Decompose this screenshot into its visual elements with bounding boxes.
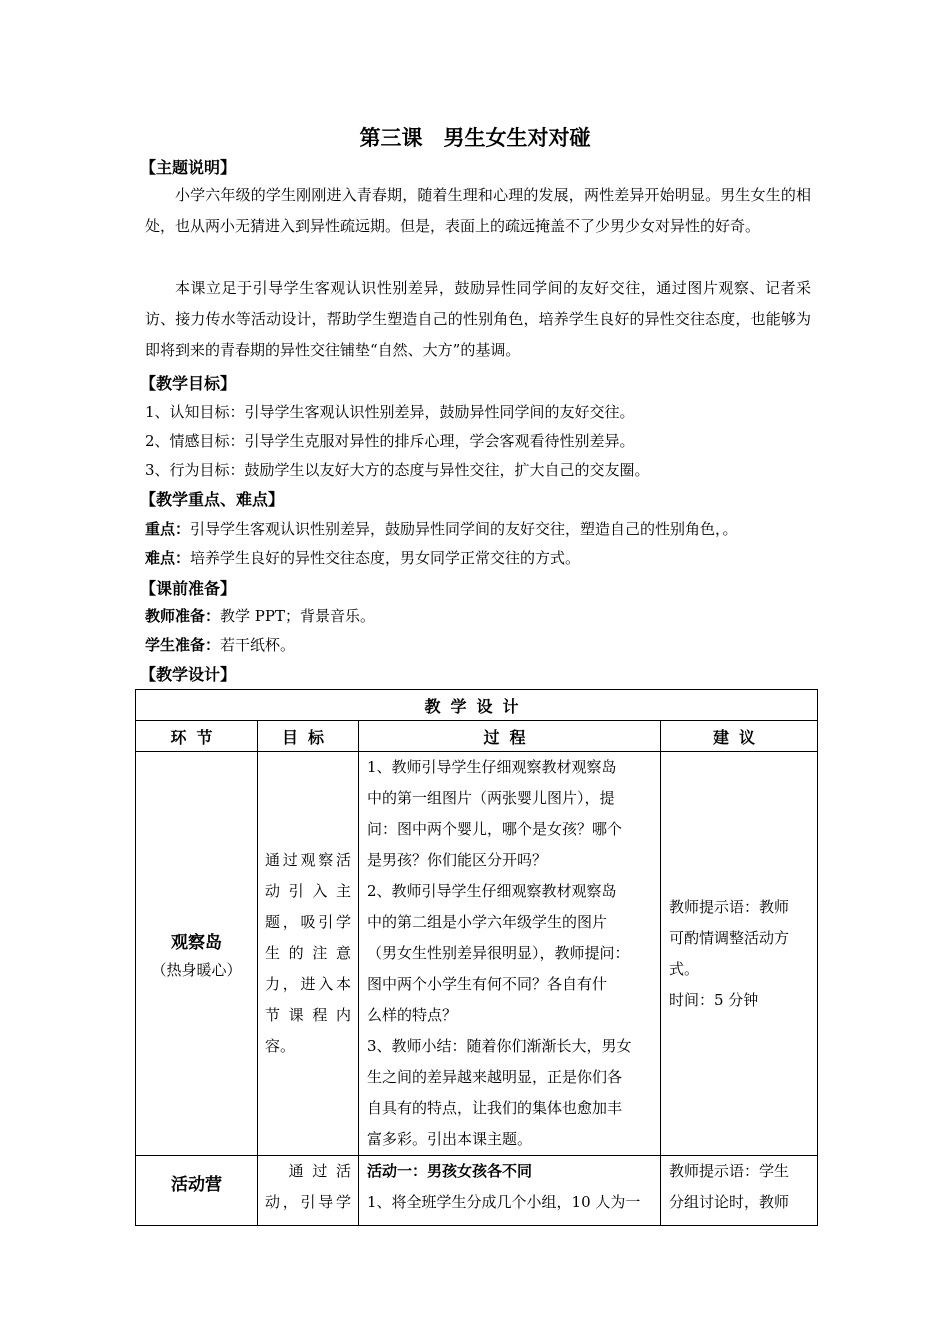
student-prep-label: 学生准备： [145,636,221,654]
activity-title: 活动一：男孩女孩各不同 [367,1162,533,1180]
difficult-point-text: 培养学生良好的异性交往态度，男女同学正常交往的方式。 [190,549,581,567]
goal-line: 节课程内 [265,1006,351,1024]
goal-line: 动引入主 [265,882,351,900]
advice-line: 教师提示语：学生 [669,1162,790,1180]
key-point-text: 引导学生客观认识性别差异，鼓励异性同学间的友好交往，塑造自己的性别角色，。 [190,520,738,538]
advice-line: 分组讨论时，教师 [669,1193,790,1211]
process-line: 是男孩？你们能区分开吗？ [367,851,548,869]
process-line: 2、教师引导学生仔细观察教材观察岛 [367,882,617,900]
goal-cell [258,752,359,1156]
process-line: 1、将全班学生分成几个小组，10 人为一 [367,1193,641,1211]
stage-cell [136,752,258,1156]
process-cell [359,752,661,1156]
goal-item-2: 2、情感目标：引导学生克服对异性的排斥心理，学会客观看待性别差异。 [145,432,635,450]
lesson-title: 第三课 男生女生对对碰 [359,126,591,150]
advice-line: 教师提示语：教师 [669,897,790,916]
goal-line: 通过观察活 [265,851,351,869]
stage-cell [136,1156,258,1226]
stage-name: 活动营 [171,1175,222,1195]
theme-heading: 【主题说明】 [140,158,237,177]
advice-cell [661,1156,818,1226]
table-header-row [136,721,818,752]
key-point-line [145,518,738,539]
goal-item-3: 3、行为目标：鼓励学生以友好大方的态度与异性交往，扩大自己的交友圈。 [145,461,650,479]
header-process: 过程 [359,721,661,752]
goal-line: 动，引导学 [265,1193,351,1211]
table-row [136,752,818,1156]
process-cell [359,1156,661,1226]
advice-line: 时间：5 分钟 [669,990,759,1009]
process-line: 中的第二组是小学六年级学生的图片 [367,913,608,931]
prep-heading: 【课前准备】 [140,579,237,598]
teacher-prep-line [145,605,375,626]
focus-heading: 【教学重点、难点】 [140,490,285,509]
theme-paragraph-2: 本课立足于引导学生客观认识性别差异，鼓励异性同学间的友好交往，通过图片观察、记者采访、接力传水等活动设计，帮助学生塑造自己的性别角色，培养学生良好的异性交往态度，也能够为即将到来的青春期的异性交往铺垫“自然、大方”的基调。 [145,279,811,359]
teaching-design-table [135,689,818,1226]
header-advice: 建议 [661,721,818,752]
stage-subtitle: （热身暖心） [151,960,242,979]
goal-line: 容。 [265,1037,296,1055]
student-prep-line [145,634,295,655]
process-line: 自具有的特点，让我们的集体也愈加丰 [367,1099,623,1117]
process-line: 图中两个小学生有何不同？各自有什 [367,975,608,993]
key-point-label: 重点： [145,520,191,538]
header-goal: 目标 [258,721,359,752]
theme-paragraph-1: 小学六年级的学生刚刚进入青春期，随着生理和心理的发展，两性差异开始明显。男生女生的相处，也从两小无猜进入到异性疏远期。但是，表面上的疏远掩盖不了少男少女对异性的好奇。 [145,186,811,235]
process-line: 问：图中两个婴儿，哪个是女孩？哪个 [367,820,623,838]
process-line: 富多彩。引出本课主题。 [367,1130,533,1148]
process-line: 生之间的差异越来越明显，正是你们各 [367,1068,623,1086]
table-title: 教学设计 [136,690,818,721]
goal-line: 题，吸引学 [265,913,351,931]
process-line: 3、教师小结：随着你们渐渐长大，男女 [367,1037,632,1055]
difficult-point-label: 难点： [145,549,191,567]
process-line: 1、教师引导学生仔细观察教材观察岛 [367,758,617,776]
teacher-prep-text: 教学 PPT；背景音乐。 [220,607,375,625]
goal-line: 通过活 [265,1162,351,1180]
stage-name: 观察岛 [171,932,222,953]
advice-cell [661,752,818,1156]
table-row [136,1156,818,1226]
teacher-prep-label: 教师准备： [145,607,221,625]
goal-cell [258,1156,359,1226]
design-heading: 【教学设计】 [140,665,237,684]
process-line: 么样的特点？ [367,1006,458,1024]
goal-line: 力，进入本 [265,975,351,993]
header-stage: 环节 [136,721,258,752]
difficult-point-line [145,547,580,568]
goals-heading: 【教学目标】 [140,374,237,393]
student-prep-text: 若干纸杯。 [220,636,296,654]
advice-line: 式。 [669,959,700,978]
process-line: 中的第一组图片（两张婴儿图片），提 [367,789,615,807]
goal-item-1: 1、认知目标：引导学生客观认识性别差异，鼓励异性同学间的友好交往。 [145,403,635,421]
process-line: （男女生性别差异很明显），教师提问： [367,944,630,962]
goal-line: 生的注意 [265,944,351,962]
advice-line: 可酌情调整活动方 [669,928,790,947]
